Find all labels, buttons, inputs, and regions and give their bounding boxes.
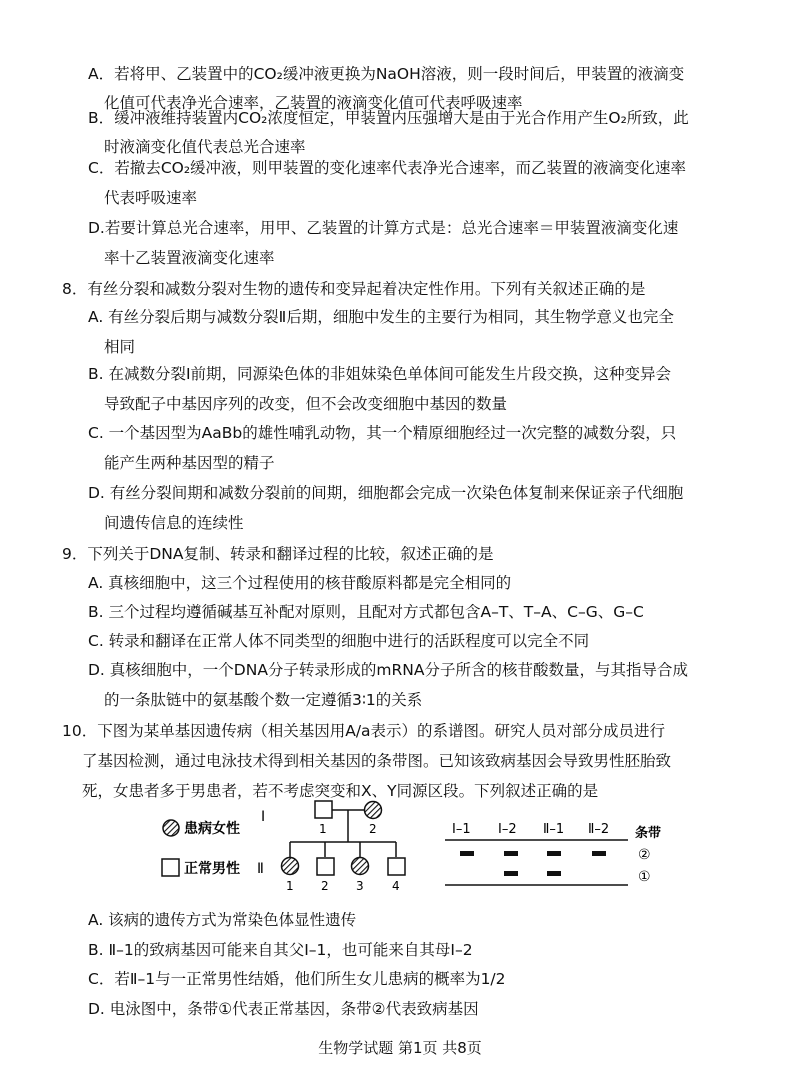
gel-band-ii2-2 (592, 851, 606, 856)
gel-band-i2-2 (504, 851, 518, 856)
q7-option-d-line2: 率十乙装置液滴变化速率 (104, 249, 275, 267)
pedigree-ii2-number: 2 (321, 879, 329, 893)
q9-stem: 9．下列关于DNA复制、转录和翻译过程的比较，叙述正确的是 (62, 545, 494, 563)
q7-option-a-line2: 化值可代表净光合速率，乙装置的液滴变化值可代表呼吸速率 (104, 94, 523, 112)
pedigree-ii3-number: 3 (356, 879, 364, 893)
q10-stem-line2: 了基因检测，通过电泳技术得到相关基因的条带图。已知该致病基因会导致男性胚胎致 (82, 752, 672, 770)
legend-normal-male-label: 正常男性 (184, 861, 240, 877)
legend-normal-male-symbol (162, 859, 179, 876)
q9-option-d-line2: 的一条肽链中的氨基酸个数一定遵循3∶1的关系 (104, 691, 423, 709)
q9-option-c: C. 转录和翻译在正常人体不同类型的细胞中进行的活跃程度可以完全不同 (88, 632, 590, 650)
gel-lane-label-ii1: Ⅱ–1 (543, 822, 565, 837)
gel-electrophoresis-chart (445, 822, 661, 885)
gel-lane-label-i1: Ⅰ–1 (452, 822, 471, 837)
page-footer: 生物学试题 第1页 共8页 (318, 1039, 482, 1057)
gel-band-i2-1 (504, 871, 518, 876)
gel-band-ii1-2 (547, 851, 561, 856)
q8-option-b-line1: B. 在减数分裂Ⅰ前期，同源染色体的非姐妹染色单体间可能发生片段交换，这种变异会 (88, 365, 672, 383)
q10-option-b: B. Ⅱ–1的致病基因可能来自其父Ⅰ–1，也可能来自其母Ⅰ–2 (88, 941, 473, 959)
q9-option-d-line1: D. 真核细胞中，一个DNA分子转录形成的mRNA分子所含的核苷酸数量，与其指导合成 (88, 661, 688, 679)
generation-label-1: Ⅰ (261, 809, 266, 825)
q9-option-a: A. 真核细胞中，这三个过程使用的核苷酸原料都是完全相同的 (88, 574, 512, 592)
q10-option-d: D. 电泳图中，条带①代表正常基因，条带②代表致病基因 (88, 1000, 479, 1018)
gel-lane-label-ii2: Ⅱ–2 (588, 822, 610, 837)
q8-stem: 8．有丝分裂和减数分裂对生物的遗传和变异起着决定性作用。下列有关叙述正确的是 (62, 280, 646, 298)
gel-band-title: 条带 (635, 826, 662, 841)
q10-option-c: C．若Ⅱ–1与一正常男性结婚，他们所生女儿患病的概率为1/2 (88, 970, 506, 988)
q8-option-d-line1: D. 有丝分裂间期和减数分裂前的间期，细胞都会完成一次染色体复制来保证亲子代细胞 (88, 484, 684, 502)
legend-affected-female-label: 患病女性 (184, 821, 240, 837)
q7-option-c-line1: C．若撤去CO₂缓冲液，则甲装置的变化速率代表净光合速率，而乙装置的液滴变化速率 (88, 159, 687, 177)
pedigree-ii1-affected-female (282, 858, 299, 875)
pedigree-ii4-normal-male (388, 858, 405, 875)
pedigree-i1-number: 1 (319, 822, 327, 836)
gel-band-label-1: ① (638, 869, 651, 885)
gel-band-ii1-1 (547, 871, 561, 876)
pedigree-ii2-normal-male (317, 858, 334, 875)
gel-lane-label-i2: Ⅰ–2 (498, 822, 517, 837)
generation-label-2: Ⅱ (257, 861, 264, 877)
pedigree-ii3-affected-female (352, 858, 369, 875)
q7-option-b-line2: 时液滴变化值代表总光合速率 (104, 138, 306, 156)
q10-stem-line3: 死，女患者多于男患者，若不考虑突变和X、Y同源区段。下列叙述正确的是 (82, 782, 599, 800)
q8-option-b-line2: 导致配子中基因序列的改变，但不会改变细胞中基因的数量 (104, 395, 508, 413)
pedigree-i2-number: 2 (369, 822, 377, 836)
q10-option-a: A. 该病的遗传方式为常染色体显性遗传 (88, 911, 357, 929)
q10-stem-line1: 10．下图为某单基因遗传病（相关基因用A/a表示）的系谱图。研究人员对部分成员进行 (62, 722, 666, 740)
pedigree-i1-normal-male (315, 801, 332, 818)
q7-option-b-line1: B．缓冲液维持装置内CO₂浓度恒定，甲装置内压强增大是由于光合作用产生O₂所致，此 (88, 109, 689, 127)
q8-option-c-line1: C. 一个基因型为AaBb的雄性哺乳动物，其一个精原细胞经过一次完整的减数分裂，只 (88, 424, 677, 442)
q8-option-a-line1: A. 有丝分裂后期与减数分裂Ⅱ后期，细胞中发生的主要行为相同，其生物学意义也完全 (88, 308, 674, 326)
q9-option-b: B. 三个过程均遵循碱基互补配对原则，且配对方式都包含A–T、T–A、C–G、G–C (88, 603, 644, 621)
gel-band-label-2: ② (638, 847, 651, 863)
q7-option-d-line1: D.若要计算总光合速率，用甲、乙装置的计算方式是：总光合速率＝甲装置液滴变化速 (88, 219, 679, 237)
pedigree-figure (150, 800, 690, 900)
pedigree-ii1-number: 1 (286, 879, 294, 893)
legend-affected-female-symbol (163, 820, 179, 836)
pedigree-i2-affected-female (365, 802, 382, 819)
pedigree-ii4-number: 4 (392, 879, 400, 893)
q8-option-a-line2: 相同 (104, 338, 136, 356)
gel-band-i1-2 (460, 851, 474, 856)
q8-option-c-line2: 能产生两种基因型的精子 (104, 454, 275, 472)
q7-option-a-line1: A．若将甲、乙装置中的CO₂缓冲液更换为NaOH溶液，则一段时间后，甲装置的液滴变 (88, 65, 685, 83)
q7-option-c-line2: 代表呼吸速率 (104, 189, 198, 207)
q8-option-d-line2: 间遗传信息的连续性 (104, 514, 244, 532)
